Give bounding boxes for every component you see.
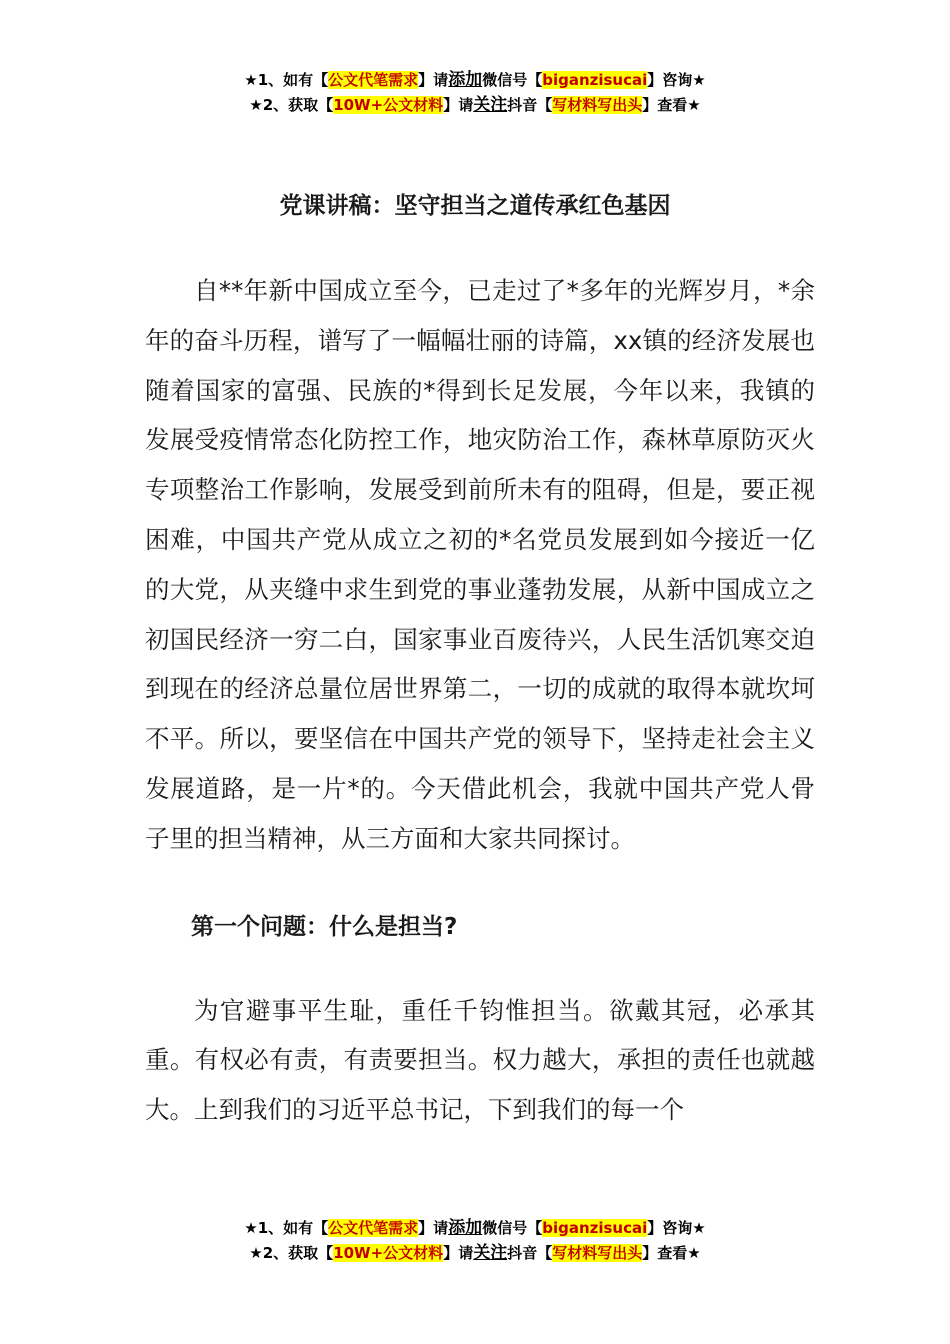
document-body (145, 266, 815, 1135)
document-title: 党课讲稿：坚守担当之道传承红色基因 (279, 193, 671, 219)
body-paragraph: 为官避事平生耻，重任千钧惟担当。欲戴其冠，必承其重。有权必有责，有责要担当。权力越大，承担的责任也就越大。上到我们的习近平总书记，下到我们的每一个 (145, 995, 815, 1125)
promo-keyword: 添加 (448, 70, 483, 90)
promo-banner-top (0, 68, 950, 118)
promo-line-1 (0, 68, 950, 93)
promo-text: 抖音【 (507, 1244, 553, 1262)
promo-text: 】请 (443, 1244, 474, 1262)
promo-highlight: 写材料写出头 (552, 1244, 643, 1262)
promo-line-2 (0, 93, 950, 118)
promo-highlight: biganzisucai (542, 71, 648, 89)
promo-highlight: 公文代笔需求 (328, 1219, 419, 1237)
promo-keyword: 添加 (448, 1218, 483, 1238)
body-paragraph: 自**年新中国成立至今，已走过了*多年的光辉岁月，*余年的奋斗历程，谱写了一幅幅壮丽的诗篇，xx镇的经济发展也随着国家的富强、民族的*得到长足发展，今年以来，我镇的发展受疫情常态化防控工作，地灾防治工作，森林草原防灭火专项整治工作影响，发展受到前所未有的阻碍，但是，要正视困难，中国共产党从成立之初的*名党员发展到如今接近一亿的大党，从夹缝中求生到党的事业蓬勃发展，从新中国成立之初国民经济一穷二白，国家事业百废待兴，人民生活饥寒交迫到现在的经济总量位居世界第二，一切的成就的取得本就坎坷不平。所以，要坚信在中国共产党的领导下，坚持走社会主义发展道路，是一片*的。今天借此机会，我就中国共产党人骨子里的担当精神，从三方面和大家共同探讨。 (145, 276, 815, 853)
promo-highlight: 写材料写出头 (552, 96, 643, 114)
promo-keyword: 关注 (473, 1243, 508, 1263)
promo-text: ★1、如有【 (244, 71, 329, 89)
promo-keyword: 关注 (473, 95, 508, 115)
promo-text: 抖音【 (507, 96, 553, 114)
promo-text: 】咨询★ (647, 71, 706, 89)
promo-text: ★1、如有【 (244, 1219, 329, 1237)
promo-highlight: 公文代笔需求 (328, 71, 419, 89)
promo-text: 微信号【 (482, 1219, 543, 1237)
promo-text: ★2、获取【 (249, 96, 334, 114)
promo-line-1 (0, 1216, 950, 1241)
promo-text: 】查看★ (642, 1244, 701, 1262)
promo-text: 】请 (418, 1219, 449, 1237)
promo-text: 】查看★ (642, 96, 701, 114)
promo-text: 】咨询★ (647, 1219, 706, 1237)
promo-text: 】请 (418, 71, 449, 89)
promo-text: 微信号【 (482, 71, 543, 89)
promo-highlight: 10W+公文材料 (333, 1244, 444, 1262)
promo-highlight: 10W+公文材料 (333, 96, 444, 114)
promo-text: ★2、获取【 (249, 1244, 334, 1262)
promo-banner-bottom (0, 1216, 950, 1266)
promo-line-2 (0, 1241, 950, 1266)
promo-text: 】请 (443, 96, 474, 114)
section-heading: 第一个问题：什么是担当? (191, 913, 458, 940)
promo-highlight: biganzisucai (542, 1219, 648, 1237)
